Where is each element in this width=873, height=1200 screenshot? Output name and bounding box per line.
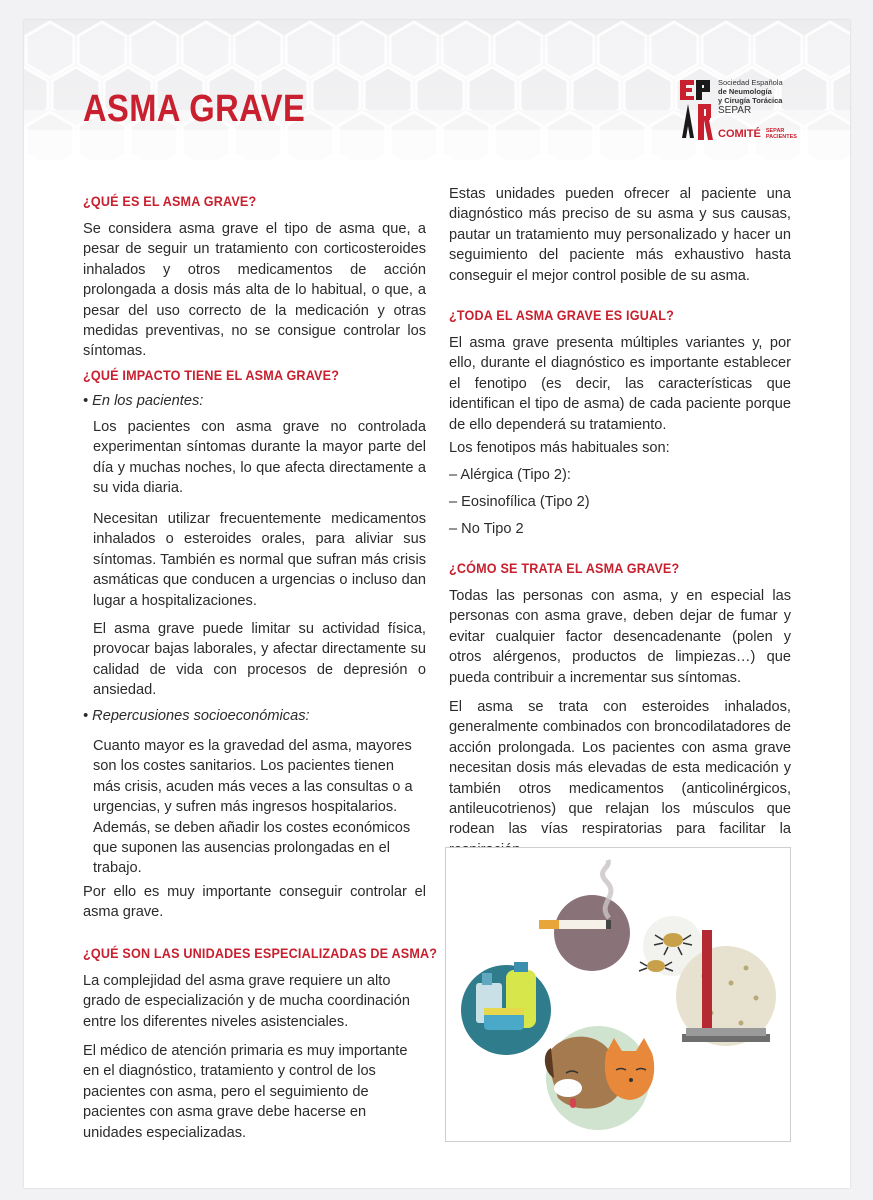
list-item-no-tipo-2: – No Tipo 2	[449, 521, 524, 537]
comite-small-1: SEPAR	[765, 128, 785, 135]
paragraph-variantes: El asma grave presenta múltiples variantes y, por ello, durante el diagnóstico es importante establecer el fenotipo (es decir, las características que identifican el tipo de asma) de cada paciente porque de ello dependerá su tratamiento.	[449, 335, 791, 433]
comite-label	[718, 128, 797, 140]
paragraph-pacientes-3: El asma grave puede limitar su actividad física, provocar bajas laborales, y afectar directamente su calidad de vida con procesos de depresión o ansiedad.	[93, 621, 426, 699]
document-page	[24, 20, 850, 1188]
paragraph-como-se-trata-2: El asma se trata con esteroides inhalados, generalmente combinados con broncodilatadores de acción prolongada. Los pacientes con asma grave necesitan dosis más elevadas de esta medicación y también otros medicamentos (anticolinérgicos, antileucotrienos) que relajan los músculos que rodean las vías respiratorias para facilitar la	[449, 699, 791, 838]
logo-line-2: de Neumología	[718, 87, 772, 96]
comite-text: COMITÉ	[718, 128, 761, 140]
list-item-alergica: – Alérgica (Tipo 2):	[449, 467, 571, 483]
page-title: ASMA GRAVE	[83, 88, 306, 130]
triggers-illustration	[445, 847, 791, 1142]
paragraph-pacientes-2: Necesitan utilizar frecuentemente medicamentos inhalados o esteroides orales, para aliviar sus síntomas. También es normal que sufran más crisis asmáticas que conducen a urgencias o incluso dan lugar a hospitalizaciones.	[93, 511, 426, 609]
separ-emblem-icon	[678, 78, 714, 142]
paragraph-unidades-2: El médico de atención primaria es muy importante en el diagnóstico, tratamiento y control de los pacientes con asma, pero el seguimiento de pacientes con asma grave debe hacerse en unidades especializadas.	[83, 1043, 408, 1141]
paragraph-unidades-1: La complejidad del asma grave requiere un alto grado de especialización y de mucha coordinación entre los diferentes niveles asistenciales.	[83, 973, 410, 1030]
separ-logo	[678, 78, 808, 142]
paragraph-por-ello: Por ello es muy importante conseguir controlar el asma grave.	[83, 884, 426, 921]
comite-small	[766, 128, 797, 140]
heading-impacto: ¿QUÉ IMPACTO TIENE EL ASMA GRAVE?	[83, 367, 340, 383]
paragraph-como-se-trata-1: Todas las personas con asma, y en especial las personas con asma grave, deben dejar de fumar y evitar cualquier factor desencadenante (polen y otros alérgenos, productos de limpiezas…) que pueda contribuir a incrementar sus síntomas.	[449, 588, 791, 686]
paragraph-fenotipos: Los fenotipos más habituales son:	[449, 440, 670, 456]
bullet-pacientes: • En los pacientes:	[83, 393, 204, 409]
logo-line-4: SEPAR	[718, 105, 752, 116]
heading-unidades: ¿QUÉ SON LAS UNIDADES ESPECIALIZADAS DE ASMA?	[83, 945, 438, 961]
logo-line-3: y Cirugía Torácica	[718, 96, 783, 105]
comite-small-2: PACIENTES	[765, 134, 797, 141]
bullet-socioeconomicas: • Repercusiones socioeconómicas:	[83, 708, 310, 724]
heading-toda-igual: ¿TODA EL ASMA GRAVE ES IGUAL?	[449, 307, 675, 323]
logo-line-1: Sociedad Española	[718, 78, 783, 87]
heading-que-es: ¿QUÉ ES EL ASMA GRAVE?	[83, 193, 257, 209]
paragraph-pacientes-1: Los pacientes con asma grave no controlada experimentan síntomas durante la mayor parte del día y muchas noches, lo que afecta directamente a su vida diaria.	[93, 419, 426, 497]
paragraph-estas-unidades: Estas unidades pueden ofrecer al paciente una diagnóstico más preciso de su asma y sus causas, pautar un tratamiento muy personalizado y hacer un seguimiento del paciente más exhaustivo hasta conseguir el mejor control posible de su asma.	[449, 186, 791, 284]
paragraph-que-es: Se considera asma grave el tipo de asma que, a pesar de seguir un tratamiento con corticosteroides inhalados y otros medicamentos de acción prolongada a dosis más alta de lo habitual, o que, a pesar del uso correcto de la medicación y otras medidas preventivas, no se consigue controlar los síntomas.	[83, 221, 426, 360]
cigarette-icon	[554, 895, 630, 971]
separ-logo-text	[718, 78, 818, 116]
list-item-eosinofilica: – Eosinofílica (Tipo 2)	[449, 494, 590, 510]
paragraph-socioeconomicas: Cuanto mayor es la gravedad del asma, mayores son los costes sanitarios. Los pacientes tienen más crisis, acuden más veces a las consultas o a urgencias, y sufren más ingresos hospitalarios. Además, se deben añadir los costes económicos que suponen las ausencias prolongadas en el trabajo.	[93, 738, 413, 877]
heading-como-se-trata: ¿CÓMO SE TRATA EL ASMA GRAVE?	[449, 560, 680, 576]
triggers-illustration-svg	[446, 848, 790, 1141]
